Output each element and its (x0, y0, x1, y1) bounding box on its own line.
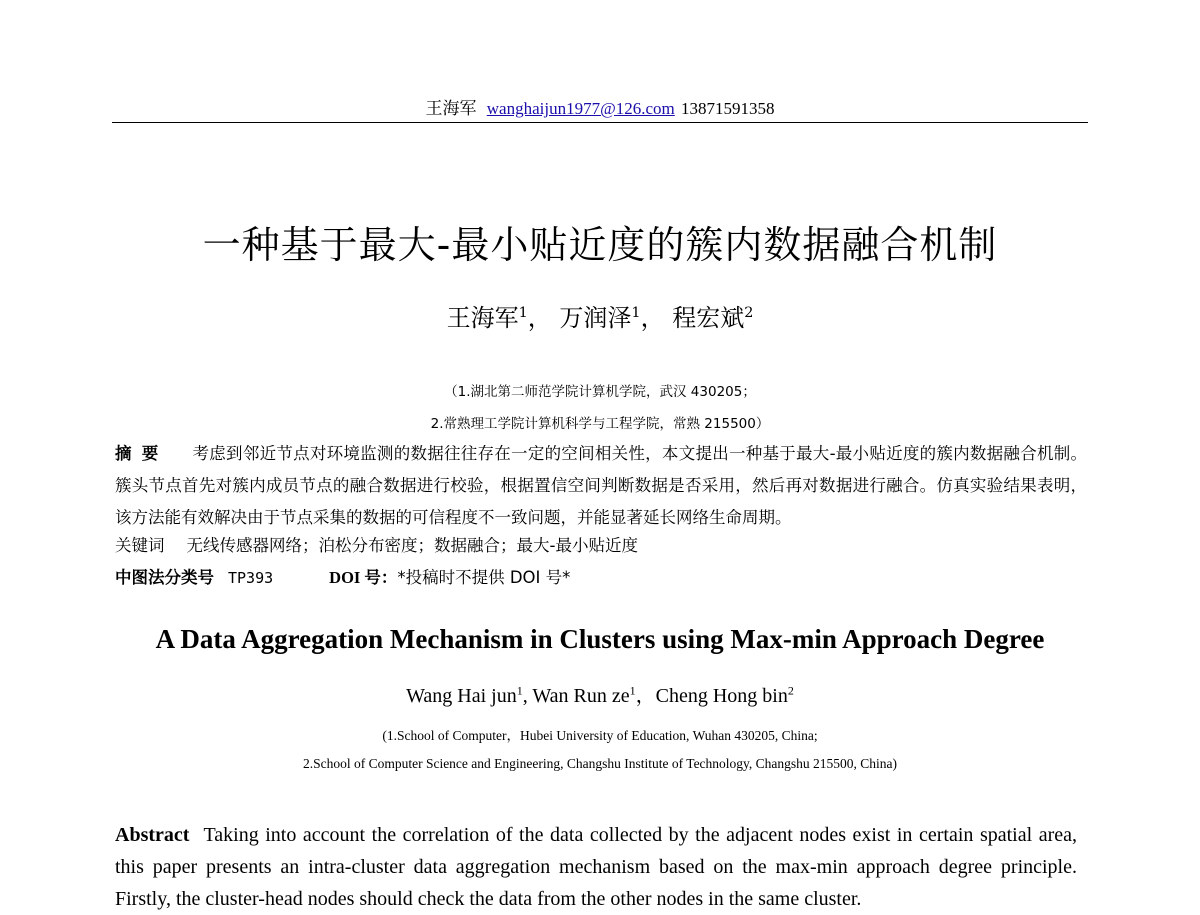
chinese-abstract (115, 438, 1087, 534)
chinese-author-2: 万润泽 (559, 304, 632, 332)
english-author-3-affil: 2 (787, 683, 794, 698)
classification-line (115, 565, 1087, 591)
chinese-author-1-affil: 1 (518, 305, 528, 321)
english-author-3: Cheng Hong bin (655, 685, 788, 707)
english-author-2: Wan Run ze (532, 685, 630, 707)
english-author-2-affil: 1 (629, 683, 636, 698)
chinese-author-3: 程宏斌 (672, 304, 745, 332)
clc-label: 中图法分类号 (115, 568, 214, 587)
english-abstract-label: Abstract (115, 824, 190, 846)
header-phone: 13871591358 (681, 99, 775, 118)
doi-value: *投稿时不提供 DOI 号* (397, 568, 571, 587)
chinese-keywords-label: 关键词 (115, 536, 165, 555)
doi-label: DOI (329, 568, 361, 587)
author-separator: ， (640, 304, 665, 332)
english-author-1-affil: 1 (516, 683, 523, 698)
header-author: 王海军 (425, 99, 477, 118)
header-rule (112, 122, 1088, 123)
chinese-affiliation-1: （1.湖北第二师范学院计算机学院，武汉 430205； (444, 384, 756, 400)
english-affiliation-1: (1.School of Computer，Hubei University of Education, Wuhan 430205, China; (382, 728, 818, 743)
header-email-link[interactable]: wanghaijun1977@126.com (486, 99, 675, 118)
english-affiliation-2: 2.School of Computer Science and Engineering, Changshu Institute of Technology, Changshu 215500, China) (302, 756, 898, 771)
chinese-authors (0, 298, 1200, 333)
chinese-keywords-text: 无线传感器网络；泊松分布密度；数据融合；最大-最小贴近度 (186, 536, 638, 555)
running-header (112, 98, 1088, 120)
english-author-1: Wang Hai jun (406, 685, 517, 707)
clc-code: TP393 (228, 569, 274, 587)
author-separator: , (522, 685, 533, 707)
english-abstract (115, 819, 1077, 915)
chinese-author-3-affil: 2 (744, 305, 754, 321)
chinese-abstract-text: 考虑到邻近节点对环境监测的数据往往存在一定的空间相关性，本文提出一种基于最大-最小贴近度的簇内数据融合机制。簇头节点首先对簇内成员节点的融合数据进行校验，根据置信空间判断数据是否采用，然后再对数据进行融合。仿真实验结果表明，该方法能有效解决由于节点采集的数据的可信程度不一致问题，并能显著延长网络生命周期。 (115, 444, 1087, 527)
english-title: A Data Aggregation Mechanism in Clusters using Max-min Approach Degree (155, 624, 1045, 654)
author-separator: ， (527, 304, 552, 332)
chinese-abstract-label: 摘要 (115, 444, 169, 463)
chinese-author-2-affil: 1 (631, 305, 641, 321)
chinese-affiliation-2: 2.常熟理工学院计算机科学与工程学院，常熟 215500） (430, 416, 770, 432)
english-authors (0, 679, 1200, 708)
english-abstract-text: Taking into account the correlation of the data collected by the adjacent nodes exist in certain spatial area, this paper presents an intra-cluster data aggregation mechanism based on the max-min approach degree principle. Firstly, the cluster-head nodes should check the data from the other nodes in the same cluster. (115, 824, 1077, 910)
chinese-author-1: 王海军 (446, 304, 519, 332)
doi-suffix: 号： (364, 568, 398, 587)
chinese-keywords (115, 533, 1087, 559)
chinese-title: 一种基于最大-最小贴近度的簇内数据融合机制 (202, 223, 998, 267)
author-separator: ， (635, 685, 656, 707)
